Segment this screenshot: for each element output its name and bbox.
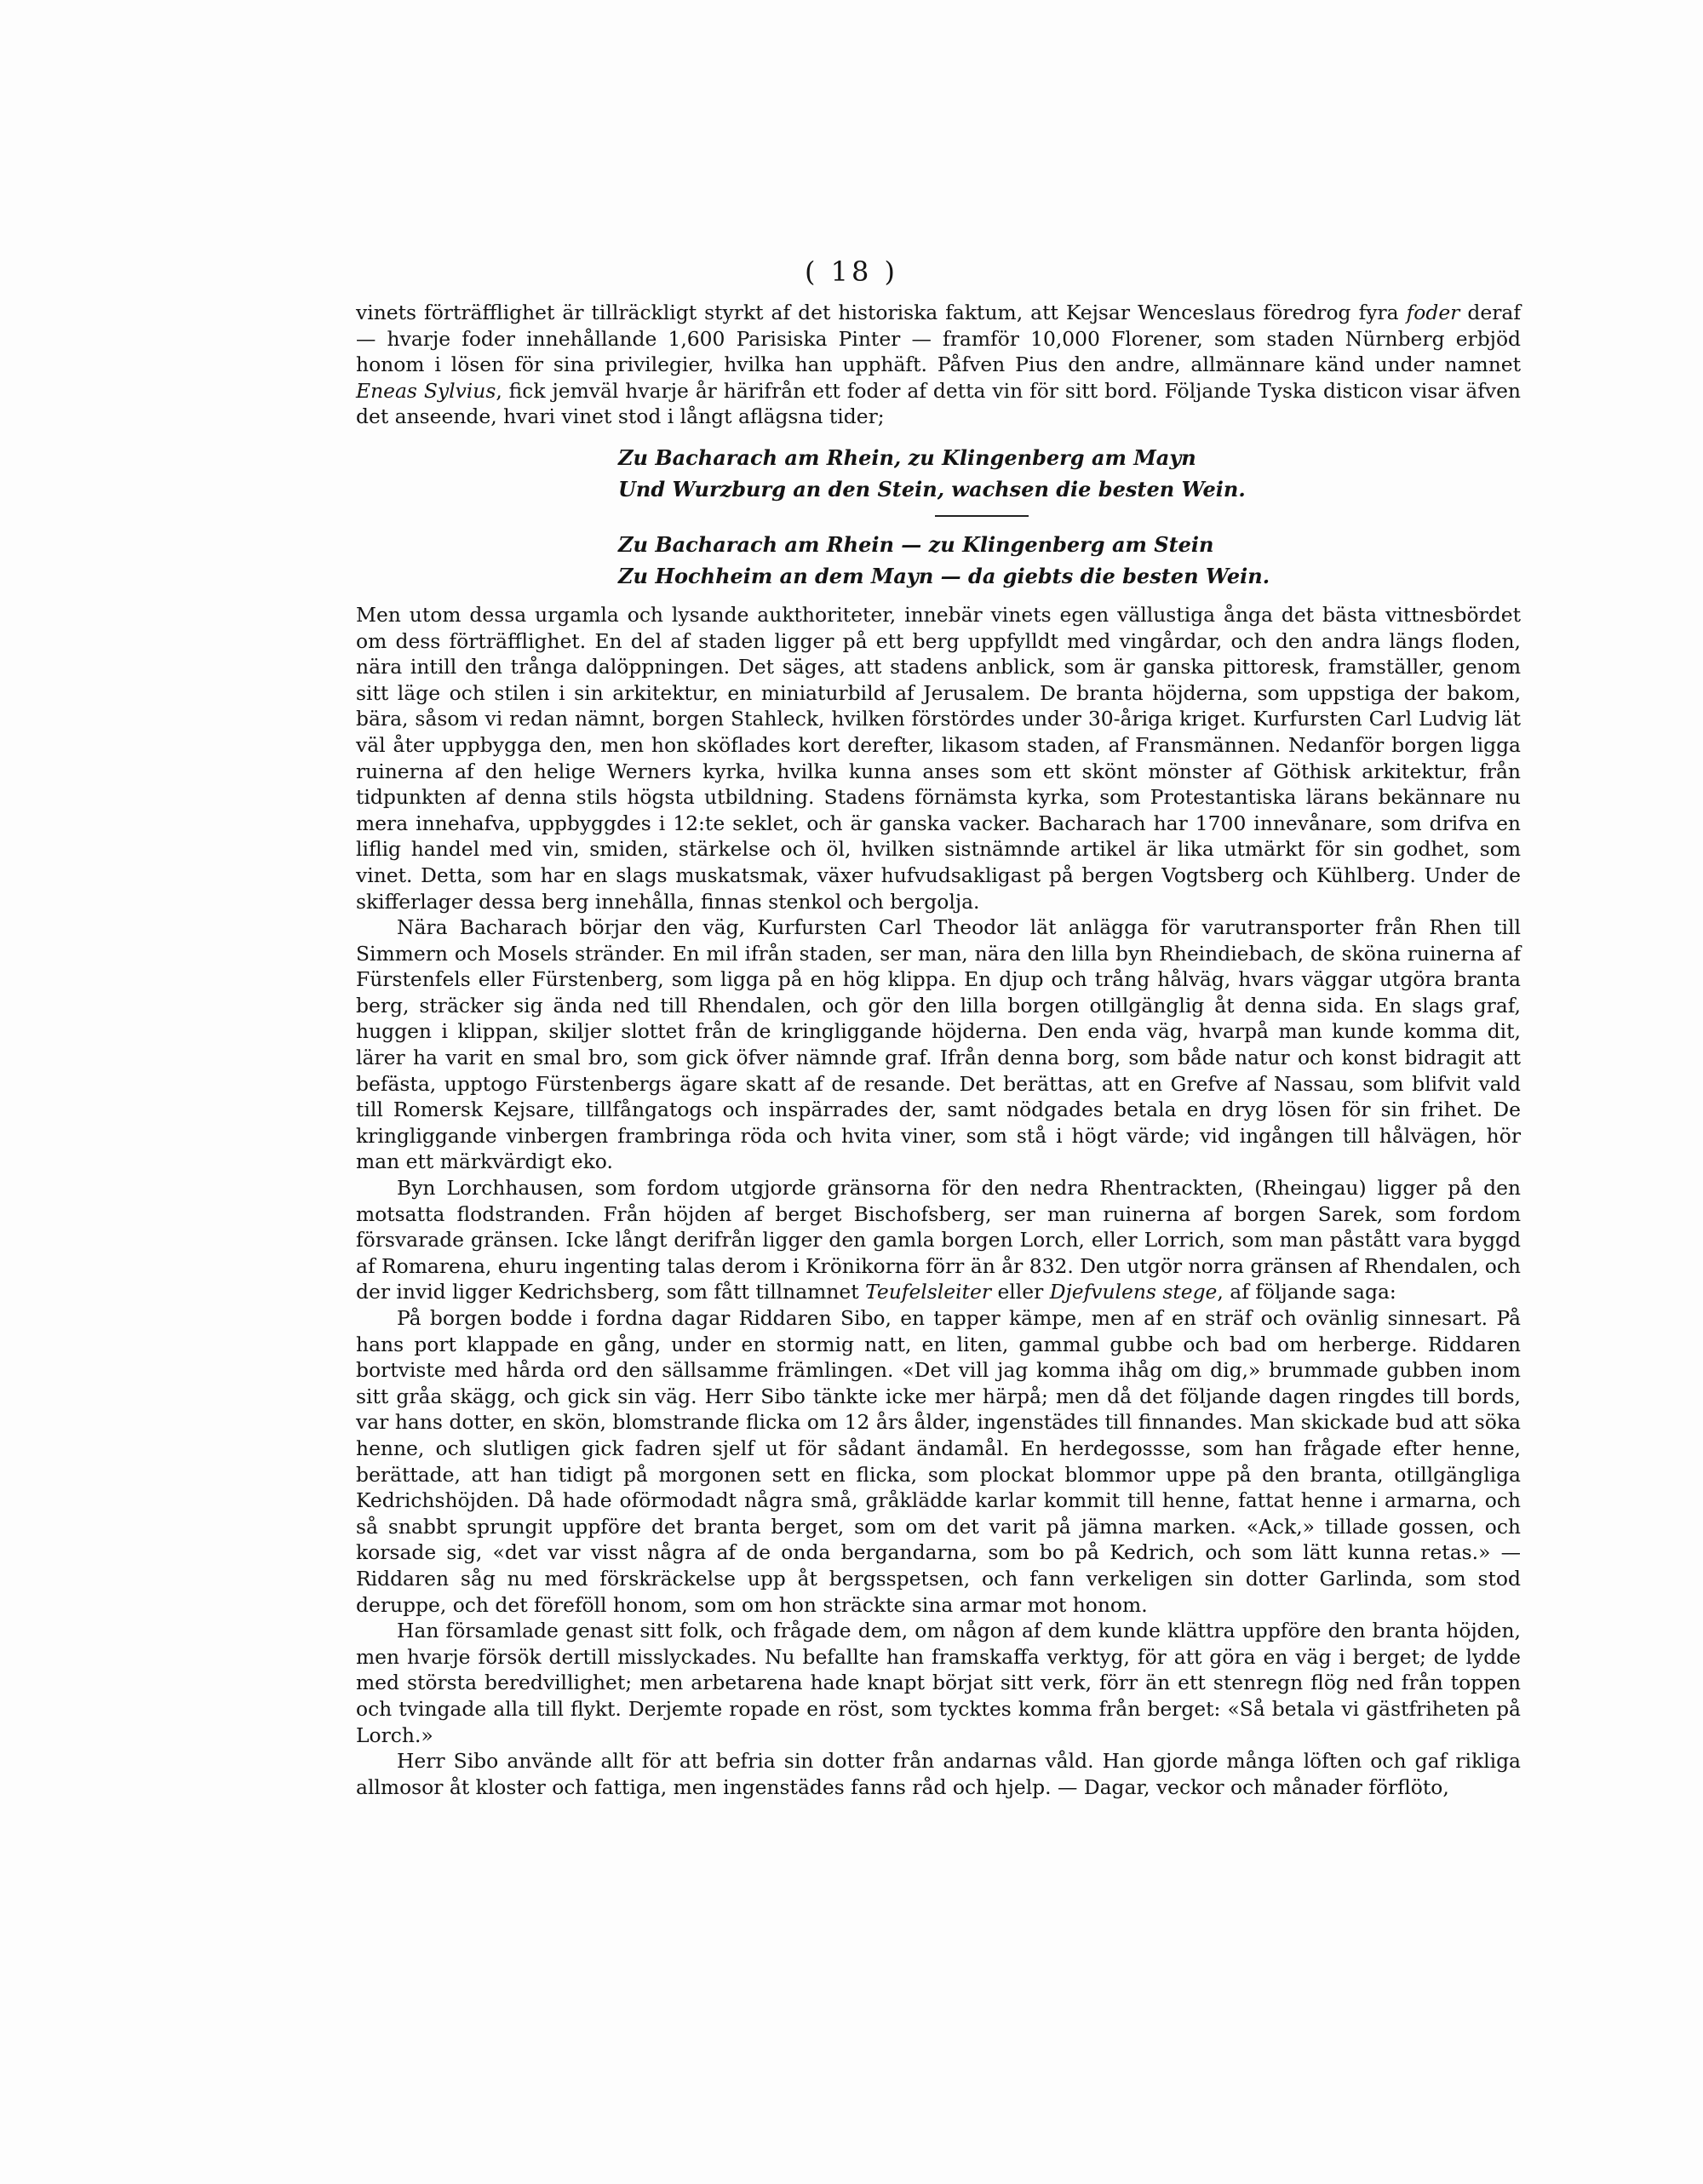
verse-stanza-2: [356, 529, 1521, 592]
verse-stanza-1: [356, 442, 1521, 505]
paragraph-4-text-a: Byn Lorchhausen, som fordom utgjorde gränsorna för den nedra Rhentrackten, (Rheingau) ligger på den motsatta flodstranden. Från höjden af berget Bischofsberg, ser man ruinerna af borgen Sarek, som fordom försvarade gränsen. Icke långt derifrån ligger den gamla borgen Lorch, eller Lorrich, som man påstått vara byggd af Romarena, ehuru ingenting talas derom i Krönikorna förr än år 832. Den utgör norra gränsen af Rhendalen, och der invid ligger Kedrichsberg, som fått tillnamnet: [356, 1176, 1521, 1304]
paragraph-1-text-a: vinets förträfflighet är tillräckligt styrkt af det historiska faktum, att Kejsar Wenceslaus föredrog fyra: [356, 301, 1407, 324]
verse-line: Zu Bacharach am Rhein, zu Klingenberg am Mayn: [618, 444, 1196, 470]
verse-divider: [935, 515, 1029, 517]
paragraph-2: Men utom dessa urgamla och lysande aukthoriteter, innebär vinets egen vällustiga ånga det bästa vittnesbördet om dess förträfflighet. En del af staden ligger på ett berg uppfylldt med vingårdar, och den andra längs floden, nära intill den trånga dalöppningen. Det säges, att stadens anblick, som är ganska pittoresk, framställer, genom sitt läge och stilen i sin arkitektur, en miniaturbild af Jerusalem. De branta höjderna, som uppstiga der bakom, bära, såsom vi redan nämnt, borgen Stahleck, hvilken förstördes under 30-åriga kriget. Kurfursten Carl Ludvig lät väl åter uppbygga den, men hon sköflades kort derefter, likasom staden, af Fransmännen. Nedanför borgen ligga ruinerna af den helige Werners kyrka, hvilka kunna anses som ett skönt mönster af Göthisk arkitektur, från tidpunkten af denna stils högsta utbildning. Stadens förnämsta kyrka, som Protestantiska lärans bekännare nu mera innehafva, uppbyggdes i 12:te seklet, och är ganska vacker. Bacharach har 1700 innevånare, som drifva en liflig handel med vin, smiden, stärkelse och öl, hvilken sistnämnde artikel är lika utmärkt för sin godhet, som vinet. Detta, som har en slags muskatsmak, växer hufvudsakligast på bergen Vogtsberg och Kühlberg. Under de skifferlager dessa berg innehålla, finnas stenkol och bergolja.: [356, 602, 1521, 914]
verse-line: Zu Hochheim an dem Mayn — da giebts die besten Wein.: [618, 563, 1270, 588]
paragraph-1-text-c: , fick jemväl hvarje år härifrån ett foder af detta vin för sitt bord. Följande Tyska disticon visar äfven det anseende, hvari vinet stod i långt aflägsna tider;: [356, 378, 1521, 429]
paragraph-4: [356, 1175, 1521, 1305]
paragraph-3: Nära Bacharach börjar den väg, Kurfursten Carl Theodor lät anlägga för varutransporter från Rhen till Simmern och Mosels stränder. En mil ifrån staden, ser man, nära den lilla byn Rheindiebach, de sköna ruinerna af Fürstenfels eller Fürstenberg, som ligga på en hög klippa. En djup och trång hålväg, hvars väggar utgöra branta berg, sträcker sig ända ned till Rhendalen, och gör den lilla borgen otillgänglig åt denna sida. En slags graf, huggen i klippan, skiljer slottet från de kringliggande höjderna. Den enda väg, hvarpå man kunde komma dit, lärer ha varit en smal bro, som gick öfver nämnde graf. Ifrån denna borg, som både natur och konst bidragit att befästa, upptogo Fürstenbergs ägare skatt af de resande. Det berättas, att en Grefve af Nassau, som blifvit vald till Romersk Kejsare, tillfångatogs och inspärrades der, samt nödgades betala en dryg lösen för sin frihet. De kringliggande vinbergen frambringa röda och hvita viner, som stå i högt värde; vid ingången till hålvägen, hör man ett märkvärdigt eko.: [356, 915, 1521, 1174]
emphasis-eneas-sylvius: Eneas Sylvius: [356, 378, 496, 403]
verse-line: Und Wurzburg an den Stein, wachsen die besten Wein.: [618, 476, 1246, 502]
emphasis-teufelsleiter: Teufelsleiter: [865, 1280, 992, 1304]
paragraph-5: På borgen bodde i fordna dagar Riddaren Sibo, en tapper kämpe, men af en sträf och ovänlig sinnesart. På hans port klappade en gång, under en stormig natt, en liten, gammal gubbe och bad om herberge. Riddaren bortviste med hårda ord den sällsamme främlingen. «Det vill jag komma ihåg om dig,» brummade gubben inom sitt gråa skägg, och gick sin väg. Herr Sibo tänkte icke mer härpå; men då det följande dagen ringdes till bords, var hans dotter, en skön, blomstrande flicka om 12 års ålder, ingenstädes till finnandes. Man skickade bud att söka henne, och slutligen gick fadren sjelf ut för sådant ändamål. En herdegossse, som han frågade efter henne, berättade, att han tidigt på morgonen sett en flicka, som plockat blommor uppe på den branta, otillgängliga Kedrichshöjden. Då hade oförmodadt några små, gråklädde karlar kommit till henne, fattat henne i armarna, och så snabbt sprungit uppföre det branta berget, som om det varit på jämna marken. «Ack,» tillade gossen, och korsade sig, «det var visst några af de onda bergandarna, som bo på Kedrich, och som lätt kunna retas.» — Riddaren såg nu med förskräckelse upp åt bergsspetsen, och fann verkeligen sin dotter Garlinda, som stod deruppe, och det föreföll honom, som om hon sträckte sina armar mot honom.: [356, 1306, 1521, 1617]
page-number: ( 18 ): [804, 255, 899, 288]
paragraph-4-text-b: , af följande saga:: [1217, 1280, 1396, 1304]
emphasis-djefvulens-stege: Djefvulens stege: [1049, 1280, 1218, 1304]
body-text: [356, 300, 1521, 1800]
paragraph-7: Herr Sibo använde allt för att befria sin dotter från andarnas våld. Han gjorde många löften och gaf rikliga allmosor åt kloster och fattiga, men ingenstädes fanns råd och hjelp. — Dagar, veckor och månader förflöto,: [356, 1749, 1521, 1799]
verse-line: Zu Bacharach am Rhein — zu Klingenberg am Stein: [618, 531, 1214, 557]
paragraph-4-text-mid: eller: [991, 1280, 1050, 1304]
paragraph-1: [356, 300, 1521, 430]
emphasis-foder: foder: [1406, 301, 1460, 324]
paragraph-6: Han församlade genast sitt folk, och frågade dem, om någon af dem kunde klättra uppföre den branta höjden, men hvarje försök dertill misslyckades. Nu befallte han framskaffa verktyg, för att göra en väg i berget; de lydde med största beredvillighet; men arbetarena hade knapt börjat sitt verk, förr än ett stenregn flög ned från toppen och tvingade alla till flykt. Derjemte ropade en röst, som tycktes komma från berget: «Så betala vi gästfriheten på Lorch.»: [356, 1619, 1521, 1747]
paragraph-1-text-b: deraf — hvarje foder innehållande 1,600 Parisiska Pinter — framför 10,000 Florener, som staden Nürnberg erbjöd honom i lösen för sina privilegier, hvilka han upphäft. Påfven Pius den andre, allmännare känd under namnet: [356, 301, 1521, 377]
